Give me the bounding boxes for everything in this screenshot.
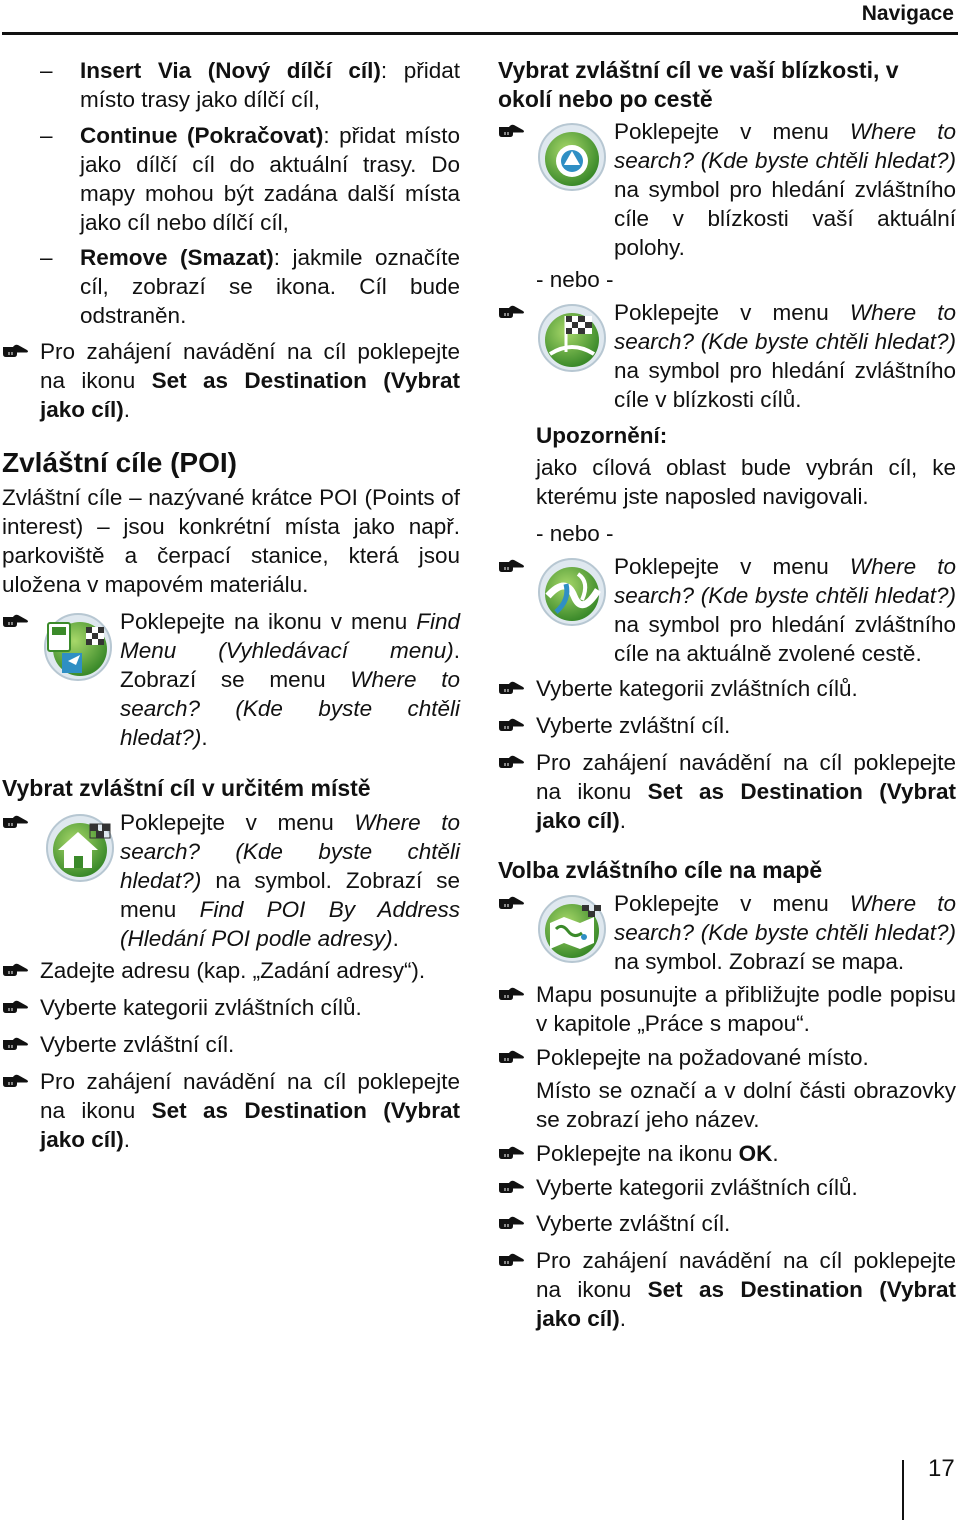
pointing-hand-icon	[498, 1252, 526, 1268]
or-separator: - nebo -	[536, 267, 614, 292]
section-title: Navigace	[861, 2, 954, 25]
step-set-destination: Pro zahájení navádění na cíl poklepejte na ikonu Set as Destination (Vybrat jako cíl).	[498, 1246, 956, 1333]
pointing-hand-icon	[498, 717, 526, 733]
step-move-map: Mapu posunujte a přibližujte podle popisu v kapitole „Práce s mapou“.	[498, 980, 956, 1038]
option-remove: – Remove (Smazat): jakmile označíte cíl, zobrazí se ikona. Cíl bude odstraněn.	[40, 245, 460, 328]
pointing-hand-icon	[2, 814, 30, 830]
marked-place-note: Místo se označí a v dolní části obrazovky se zobrazí jeho název.	[536, 1078, 956, 1132]
step-map-select: Poklepejte v menu Where to search? (Kde byste chtěli hledat?) na symbol. Zobrazí se mapa.	[498, 889, 956, 976]
option-insert-via: – Insert Via (Nový dílčí cíl): přidat místo trasy jako dílčí cíl,	[40, 58, 460, 112]
pointing-hand-icon	[2, 999, 30, 1015]
pointing-hand-icon	[498, 986, 526, 1002]
note-label: Upozornění:	[536, 423, 668, 448]
step-set-destination: Pro zahájení navádění na cíl poklepejte na ikonu Set as Destination (Vybrat jako cíl).	[2, 337, 460, 424]
pointing-hand-icon	[2, 343, 30, 359]
step-tap-place: Poklepejte na požadované místo.	[498, 1043, 956, 1072]
pointing-hand-icon	[498, 1145, 526, 1161]
pointing-hand-icon	[498, 304, 526, 320]
house-poi-icon	[44, 812, 116, 884]
nearby-heading: Vybrat zvláštní cíl ve vaší blízkosti, v okolí nebo po cestě	[498, 57, 899, 112]
page-number: 17	[928, 1455, 955, 1482]
step-choose-poi: Vyberte zvláštní cíl.	[498, 711, 956, 740]
near-position-poi-icon	[536, 121, 608, 193]
option-continue: – Continue (Pokračovat): přidat místo jako dílčí cíl do aktuální trasy. Do mapy mohou být zadána další místa jako cíl nebo dílčí cíl,	[40, 123, 461, 235]
near-destination-flag-icon	[536, 302, 608, 374]
step-choose-poi: Vyberte zvláštní cíl.	[2, 1030, 460, 1059]
find-menu-poi-icon	[42, 611, 114, 683]
pointing-hand-icon	[2, 1073, 30, 1089]
pointing-hand-icon	[498, 558, 526, 574]
pointing-hand-icon	[498, 1049, 526, 1065]
pointing-hand-icon	[2, 1036, 30, 1052]
pointing-hand-icon	[2, 962, 30, 978]
step-near-destination: Poklepejte v menu Where to search? (Kde byste chtěli hledat?) na symbol pro hledání zvláštního cíle v blízkosti cílů.	[498, 298, 956, 414]
map-heading: Volba zvláštního cíle na mapě	[498, 857, 823, 883]
poi-heading: Zvláštní cíle (POI)	[2, 447, 237, 478]
poi-intro: Zvláštní cíle – nazývané krátce POI (Points of interest) – jsou konkrétní místa jako např. parkoviště a čerpací stanice, která jsou uložena v mapovém materiálu.	[2, 485, 460, 597]
pointing-hand-icon	[498, 754, 526, 770]
step-set-destination: Pro zahájení navádění na cíl poklepejte na ikonu Set as Destination (Vybrat jako cíl).	[2, 1067, 460, 1154]
address-heading: Vybrat zvláštní cíl v určitém místě	[2, 775, 371, 801]
step-choose-poi: Vyberte zvláštní cíl.	[498, 1209, 956, 1238]
note-text: jako cílová oblast bude vybrán cíl, ke kterému jste naposled navigovali.	[536, 455, 956, 509]
pointing-hand-icon	[498, 1179, 526, 1195]
step-choose-category: Vyberte kategorii zvláštních cílů.	[498, 674, 956, 703]
header-divider	[2, 32, 958, 35]
left-column	[2, 56, 460, 1154]
along-route-poi-icon	[536, 556, 608, 628]
pointing-hand-icon	[498, 123, 526, 139]
step-set-destination: Pro zahájení navádění na cíl poklepejte na ikonu Set as Destination (Vybrat jako cíl).	[498, 748, 956, 835]
step-along-route: Poklepejte v menu Where to search? (Kde byste chtěli hledat?) na symbol pro hledání zvláštního cíle na aktuálně zvolené cestě.	[498, 552, 956, 668]
step-choose-category: Vyberte kategorii zvláštních cílů.	[498, 1173, 956, 1202]
pointing-hand-icon	[2, 613, 30, 629]
step-near-position: Poklepejte v menu Where to search? (Kde byste chtěli hledat?) na symbol pro hledání zvláštního cíle v blízkosti vaší aktuální polohy.	[498, 117, 956, 262]
step-enter-address: Zadejte adresu (kap. „Zadání adresy“).	[2, 956, 460, 985]
or-separator: - nebo -	[536, 521, 614, 546]
map-poi-icon	[536, 893, 608, 965]
step-tap-ok: Poklepejte na ikonu OK.	[498, 1139, 956, 1168]
step-choose-category: Vyberte kategorii zvláštních cílů.	[2, 993, 460, 1022]
pointing-hand-icon	[498, 895, 526, 911]
pointing-hand-icon	[498, 1215, 526, 1231]
page-number-divider	[902, 1460, 904, 1520]
pointing-hand-icon	[498, 680, 526, 696]
step-poi-by-address: Poklepejte v menu Where to search? (Kde byste chtěli hledat?) na symbol. Zobrazí se menu Find POI By Address (Hledání POI podle adresy).	[2, 808, 460, 953]
step-find-menu: Poklepejte na ikonu v menu Find Menu (Vyhledávací menu). Zobrazí se menu Where to search? (Kde byste chtěli hledat?).	[2, 607, 460, 752]
right-column	[498, 56, 956, 1333]
